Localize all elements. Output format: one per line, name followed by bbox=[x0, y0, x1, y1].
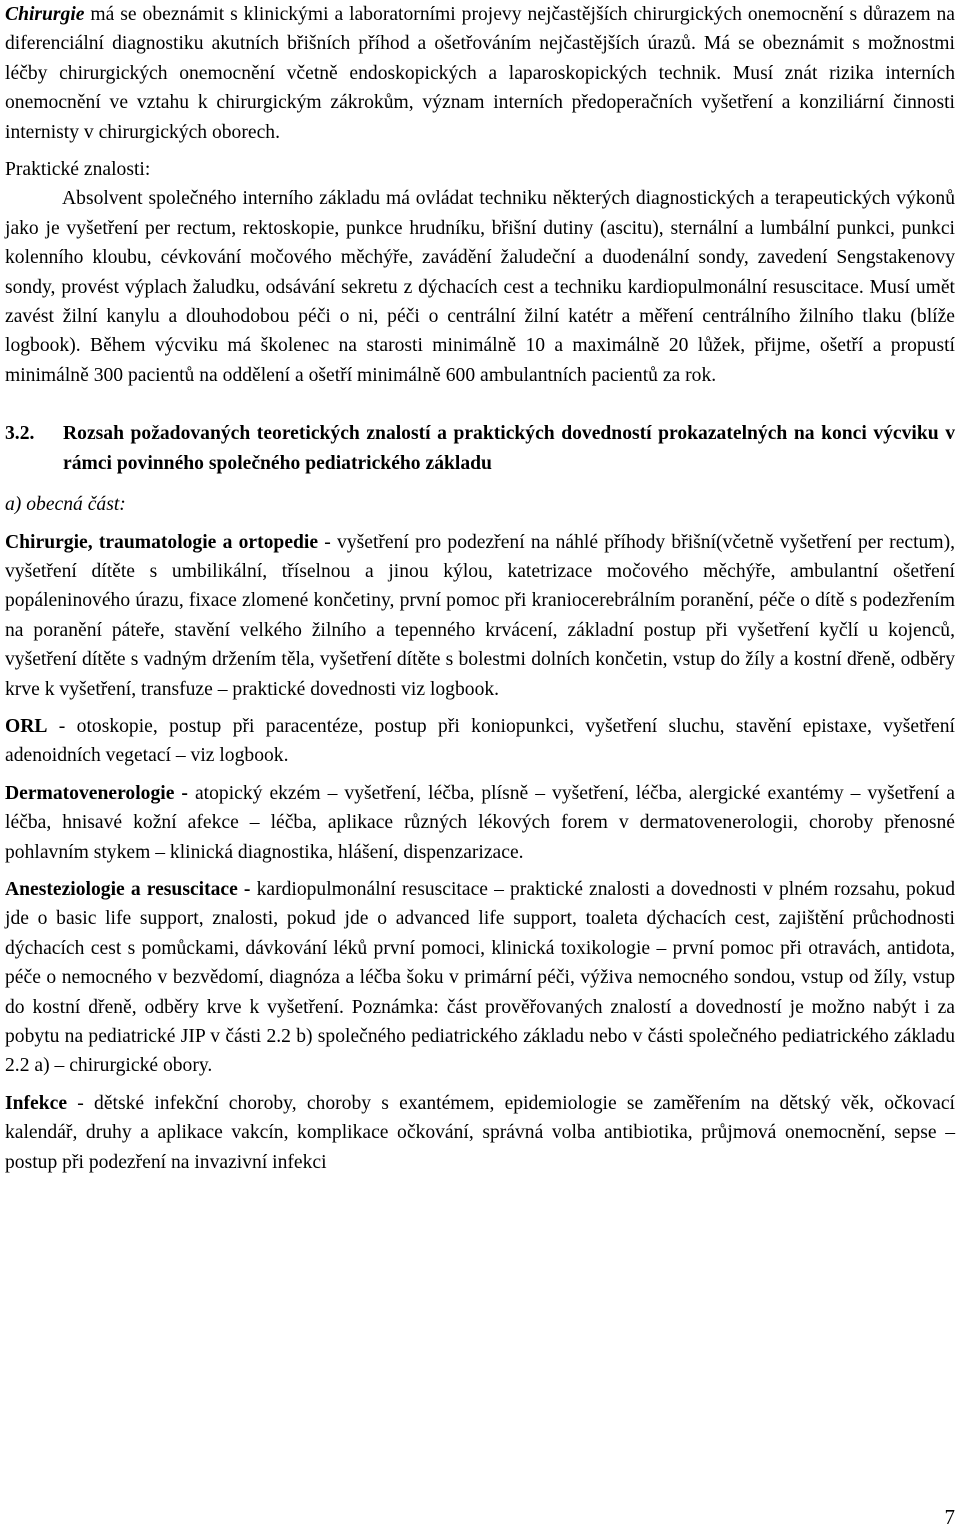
practical-paragraph: Absolvent společného interního základu má ovládat techniku některých diagnostických a terapeutických výkonů jako je vyšetření per rectum, rektoskopie, punkce hrudníku, břišní dutiny (ascitu), sternální a lumbální punkci, punkci kolenního kloubu, cévkování močového měchýře, zavádění žaludeční a duodenální sondy, zavedení Sengstakenovy sondy, provést výplach žaludku, odsávání sekretu z dýchacích cest a techniku kardiopulmonální resuscitace. Musí umět zavést žilní kanylu a dlouhodobou péči o ni, péči o centrální žilní katétr a měření centrálního žilního tlaku (blíže logbook). Během výcviku má školenec na starosti minimálně 10 a maximálně 20 lůžek, přijme, ošetří a propustí minimálně 300 pacientů na oddělení a ošetří minimálně 600 ambulantních pacientů za rok. bbox=[5, 188, 955, 386]
practical-label: Praktické znalosti: bbox=[5, 159, 151, 181]
document-page bbox=[5, 0, 955, 1177]
section-heading bbox=[5, 419, 955, 478]
topic-paragraph bbox=[5, 528, 955, 704]
topic-heading: Anesteziologie a resuscitace - bbox=[5, 878, 251, 900]
topic-text: - otoskopie, postup při paracentéze, postup při koniopunkci, vyšetření sluchu, stavění epistaxe, vyšetření adenoidních vegetací – viz logbook. bbox=[5, 715, 955, 767]
topic-heading: Infekce bbox=[5, 1092, 68, 1114]
topic-heading: Dermatovenerologie - bbox=[5, 782, 188, 804]
topic-text: kardiopulmonální resuscitace – praktické znalosti a dovednosti v plném rozsahu, pokud jde o basic life support, znalosti, pokud jde o advanced life support, toaleta dýchacích cest, zajištění průchodnosti dýchacích cest s pomůckami, dávkování léků první pomoci, klinická toxikologie – první pomoc při otravách, antidota, péče o nemocného v bezvědomí, diagnóza a léčba šoku v primární péči, výživa nemocného sondou, vstup od žíly, vstup do kostní dřeně, odběry krve k vyšetření. Poznámka: část prověřovaných znalostí a dovedností je možno nabýt i za pobytu na pediatrické JIP v části 2.2 b) společného pediatrického základu nebo v části společného pediatrického základu 2.2 a) – chirurgické obory. bbox=[5, 878, 956, 1077]
subsection-label: a) obecná část: bbox=[5, 494, 126, 516]
intro-paragraph bbox=[5, 0, 955, 147]
section-number: 3.2. bbox=[5, 423, 35, 445]
topic-paragraph bbox=[5, 1089, 955, 1177]
topic-text: - dětské infekční choroby, choroby s exantémem, epidemiologie se zaměřením na dětský věk, očkovací kalendář, druhy a aplikace vakcín, komplikace očkování, správná volba antibiotika, průjmová onemocnění, sepse – postup při podezření na invazivní infekci bbox=[5, 1092, 955, 1173]
topic-paragraph bbox=[5, 712, 955, 771]
intro-lead: Chirurgie bbox=[5, 4, 85, 25]
intro-text: má se obeznámit s klinickými a laboratorními projevy nejčastějších chirurgických onemocnění s důrazem na diferenciální diagnostiku akutních břišních příhod a ošetřováním nejčastějších úrazů. Má se obeznámit s možnostmi léčby chirurgických onemocnění včetně endoskopických a laparoskopických technik. Musí znát rizika interních onemocnění ve vztahu k chirurgickým zákrokům, význam interních předoperačních vyšetření a konziliární činnosti internisty v chirurgických oborech. bbox=[5, 4, 955, 143]
topic-heading: ORL bbox=[5, 715, 48, 737]
topic-paragraph bbox=[5, 779, 955, 867]
topic-text: atopický ekzém – vyšetření, léčba, plísně – vyšetření, léčba, alergické exantémy – vyšetření a léčba, hnisavé kožní afekce – léčba, aplikace různých lékových forem v dermatovenerologii, choroby přenosné pohlavním stykem – klinická diagnostika, hlášení, dispenzarizace. bbox=[5, 782, 956, 863]
topic-heading: Chirurgie, traumatologie a ortopedie bbox=[5, 531, 319, 553]
topic-text: - vyšetření pro podezření na náhlé příhody břišní(včetně vyšetření per rectum), vyšetření dítěte s umbilikální, tříselnou a jinou kýlou, katetrizace močového měchýře, ambulantní ošetření popáleninového úrazu, fixace zlomené končetiny, první pomoc při kraniocerebrálním poranění, péče o dítě s podezřením na poranění páteře, stavění velkého žilního a tepenného krvácení, základní postup při vyšetření kyčlí u kojenců, vyšetření dítěte s vadným držením těla, vyšetření dítěte s bolestmi dolních končetin, vstup do žíly a kostní dřeně, odběry krve k vyšetření, transfuze – praktické dovednosti viz logbook. bbox=[5, 531, 956, 700]
page-number: 7 bbox=[944, 1505, 955, 1529]
topic-paragraph bbox=[5, 875, 955, 1081]
section-title: Rozsah požadovaných teoretických znalostí a praktických dovedností prokazatelných na konci výcviku v rámci povinného společného pediatrického základu bbox=[63, 423, 955, 474]
